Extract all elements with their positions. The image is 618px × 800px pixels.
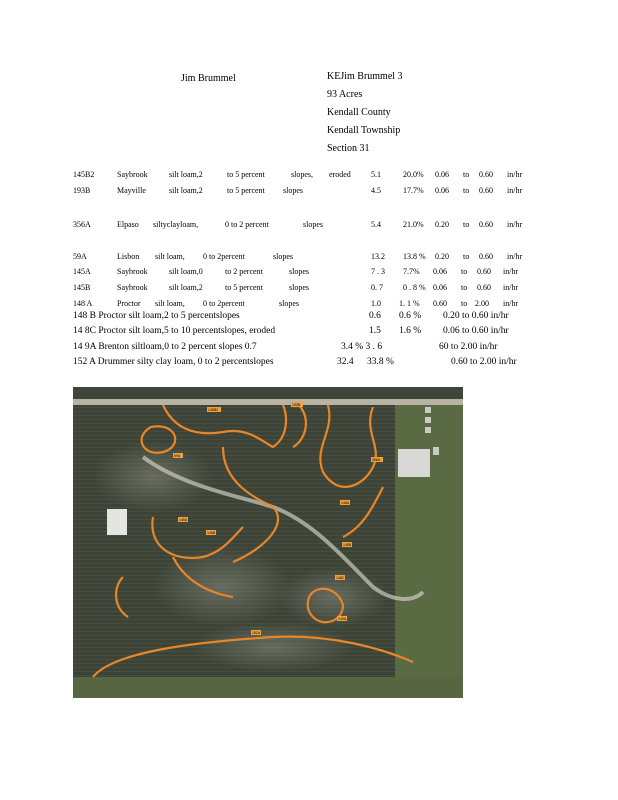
rate-low: 0.06 bbox=[435, 186, 449, 195]
soil-slopes: slopes bbox=[289, 267, 309, 276]
soil-texture: silt loam,0 bbox=[169, 267, 203, 276]
rate-to: to bbox=[463, 186, 470, 195]
header-line: 93 Acres bbox=[327, 89, 363, 100]
soil-name: Saybrook bbox=[117, 283, 148, 292]
soil-erosion: eroded bbox=[329, 170, 351, 179]
rate-low: 0.20 bbox=[435, 220, 449, 229]
rate-low: 0.60 bbox=[433, 299, 447, 308]
soil-percent: 0 . 8 % bbox=[403, 283, 426, 292]
soil-percent: 7.7% bbox=[403, 267, 420, 276]
rate-to: to bbox=[461, 267, 468, 276]
soil-acres: 1.5 bbox=[369, 326, 381, 336]
aerial-photo bbox=[73, 387, 463, 698]
soil-texture: silt loam,2 bbox=[169, 283, 203, 292]
soil-name: Mayville bbox=[117, 186, 146, 195]
soil-percent: 33.8 % bbox=[367, 357, 394, 367]
map-label: 148A bbox=[341, 501, 350, 505]
soil-name: Elpaso bbox=[117, 220, 139, 229]
soil-slope: 0 to 2percent bbox=[203, 299, 245, 308]
soil-acres: 0.6 bbox=[369, 311, 381, 321]
soil-row bbox=[73, 342, 533, 354]
rate-unit: in/hr bbox=[507, 220, 523, 229]
soil-slope: to 5 percent bbox=[225, 283, 263, 292]
soil-acres: 4.5 bbox=[371, 186, 381, 195]
soil-slopes: slopes bbox=[303, 220, 323, 229]
rate-to: to bbox=[463, 170, 470, 179]
header-line: KEJim Brummel 3 bbox=[327, 71, 403, 82]
map-label: 152A bbox=[252, 631, 261, 635]
rate-high: 0.60 bbox=[477, 267, 491, 276]
soil-slopes: slopes, bbox=[291, 170, 313, 179]
soil-code: 356A bbox=[73, 220, 91, 229]
soil-rate: 0.20 to 0.60 in/hr bbox=[443, 311, 509, 321]
rate-to: to bbox=[461, 283, 468, 292]
soil-row bbox=[73, 357, 533, 369]
soil-percent: 0.6 % bbox=[399, 311, 422, 321]
soil-name: Saybrook bbox=[117, 170, 148, 179]
soil-name: Proctor bbox=[117, 299, 141, 308]
soil-rate: 60 to 2.00 in/hr bbox=[439, 342, 498, 352]
rate-unit: in/hr bbox=[507, 170, 523, 179]
soil-row bbox=[73, 299, 533, 311]
rate-high: 0.60 bbox=[479, 252, 493, 261]
soil-rate: 0.06 to 0.60 in/hr bbox=[443, 326, 509, 336]
soil-row bbox=[73, 267, 533, 279]
soil-percent: 17.7% bbox=[403, 186, 424, 195]
soil-acres: 5.4 bbox=[371, 220, 381, 229]
soil-code: 145A bbox=[73, 267, 91, 276]
soil-description: 14 9A Brenton siltloam,0 to 2 percent slopes 0.7 bbox=[73, 342, 257, 352]
soil-acres: 7 . 3 bbox=[371, 267, 385, 276]
soil-row bbox=[73, 311, 533, 323]
soil-percent: 1. 1 % bbox=[399, 299, 420, 308]
rate-unit: in/hr bbox=[503, 283, 519, 292]
header-line: Section 31 bbox=[327, 143, 370, 154]
rate-unit: in/hr bbox=[507, 186, 523, 195]
map-label: 145B2 bbox=[208, 408, 219, 412]
rate-high: 2.00 bbox=[475, 299, 489, 308]
soil-slopes: slopes bbox=[289, 283, 309, 292]
soil-acres: 32.4 bbox=[337, 357, 354, 367]
rate-low: 0.06 bbox=[435, 170, 449, 179]
rate-unit: in/hr bbox=[503, 299, 519, 308]
soil-row bbox=[73, 283, 533, 295]
soil-slope: to 2 percent bbox=[225, 267, 263, 276]
soil-slope: to 5 percent bbox=[227, 186, 265, 195]
soil-description: 152 A Drummer silty clay loam, 0 to 2 percentslopes bbox=[73, 357, 274, 367]
soil-acres: 5.1 bbox=[371, 170, 381, 179]
rate-low: 0.06 bbox=[433, 267, 447, 276]
soil-texture: siltyclayloam, bbox=[153, 220, 199, 229]
soil-row bbox=[73, 326, 533, 338]
soil-acres: 0. 7 bbox=[371, 283, 383, 292]
rate-high: 0.60 bbox=[479, 170, 493, 179]
map-label: 145B bbox=[207, 531, 216, 535]
soil-code: 145B2 bbox=[73, 170, 95, 179]
soil-slope: 0 to 2percent bbox=[203, 252, 245, 261]
soil-row bbox=[73, 186, 533, 198]
soil-slopes: slopes bbox=[279, 299, 299, 308]
rate-to: to bbox=[463, 220, 470, 229]
soil-code: 59A bbox=[73, 252, 87, 261]
map-label: 149A bbox=[338, 617, 347, 621]
rate-unit: in/hr bbox=[503, 267, 519, 276]
header-line: Kendall Township bbox=[327, 125, 401, 136]
soil-rate: 0.60 to 2.00 in/hr bbox=[451, 357, 517, 367]
soil-map bbox=[73, 387, 463, 698]
map-label: 148B bbox=[343, 543, 352, 547]
rate-low: 0.20 bbox=[435, 252, 449, 261]
soil-description: 14 8C Proctor silt loam,5 to 10 percentslopes, eroded bbox=[73, 326, 276, 336]
soil-percent: 20.0% bbox=[403, 170, 424, 179]
soil-texture: silt loam,2 bbox=[169, 186, 203, 195]
soil-texture: silt loam, bbox=[155, 299, 185, 308]
soil-percent: 13.8 % bbox=[403, 252, 426, 261]
soil-acres: 1.0 bbox=[371, 299, 381, 308]
soil-row bbox=[73, 220, 533, 232]
rate-to: to bbox=[461, 299, 468, 308]
soil-slope: to 5 percent bbox=[227, 170, 265, 179]
soil-slopes: slopes bbox=[273, 252, 293, 261]
soil-percent: 3.4 % 3 . 6 bbox=[341, 342, 383, 352]
soil-name: Lisbon bbox=[117, 252, 140, 261]
map-label: 148C bbox=[336, 576, 345, 580]
soil-slopes: slopes bbox=[283, 186, 303, 195]
rate-high: 0.60 bbox=[479, 186, 493, 195]
rate-to: to bbox=[463, 252, 470, 261]
rate-low: 0.06 bbox=[433, 283, 447, 292]
soil-code: 148 A bbox=[73, 299, 93, 308]
rate-high: 0.60 bbox=[479, 220, 493, 229]
map-label: 59A bbox=[174, 454, 181, 458]
soil-code: 145B bbox=[73, 283, 91, 292]
soil-code: 193B bbox=[73, 186, 91, 195]
map-label: 193B bbox=[292, 403, 301, 407]
property-header bbox=[327, 68, 403, 158]
soil-texture: silt loam,2 bbox=[169, 170, 203, 179]
rate-high: 0.60 bbox=[477, 283, 491, 292]
header-line: Kendall County bbox=[327, 107, 391, 118]
soil-slope: 0 to 2 percent bbox=[225, 220, 269, 229]
rate-unit: in/hr bbox=[507, 252, 523, 261]
soil-percent: 21.0% bbox=[403, 220, 424, 229]
soil-row bbox=[73, 252, 533, 264]
map-label: 145A bbox=[179, 518, 188, 522]
map-label: 356A bbox=[372, 458, 381, 462]
soil-texture: silt loam, bbox=[155, 252, 185, 261]
soil-name: Saybrook bbox=[117, 267, 148, 276]
soil-row bbox=[73, 170, 533, 182]
soil-acres: 13.2 bbox=[371, 252, 385, 261]
owner-name: Jim Brummel bbox=[181, 73, 236, 84]
soil-percent: 1.6 % bbox=[399, 326, 422, 336]
soil-description: 148 B Proctor silt loam,2 to 5 percentslopes bbox=[73, 311, 240, 321]
